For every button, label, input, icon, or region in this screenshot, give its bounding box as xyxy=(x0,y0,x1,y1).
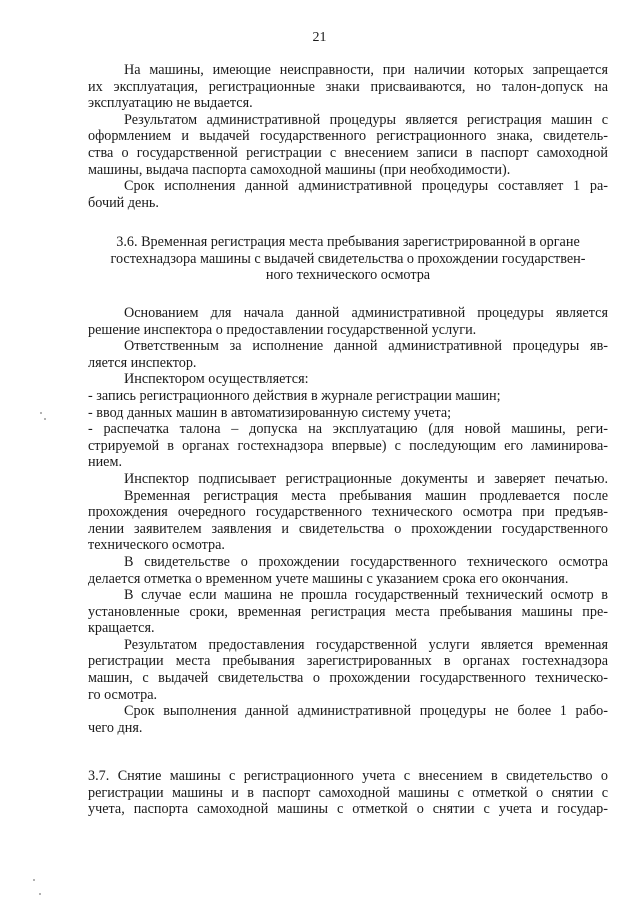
text-line: В свидетельстве о прохождении государственного технического осмотра xyxy=(124,553,608,570)
text-line: бочий день. xyxy=(88,194,159,211)
scan-speck xyxy=(44,418,46,420)
text-line: В случае если машина не прошла государственный технический осмотр в xyxy=(124,587,608,604)
section-heading-3-7 xyxy=(88,768,608,818)
text-line: решение инспектора о предоставлении государственной услуги. xyxy=(88,321,477,338)
page-number: 21 xyxy=(312,30,327,45)
heading-line: гостехнадзора машины с выдачей свидетельства о прохождении государствен- xyxy=(110,250,586,267)
text-line: кращается. xyxy=(88,620,155,637)
text-line: Временная регистрация места пребывания машин продлевается после xyxy=(124,487,608,504)
scan-speck xyxy=(40,412,42,414)
heading-line: 3.7. Снятие машины с регистрационного учета с внесением в свидетельство о xyxy=(88,768,608,784)
text-line: го осмотра. xyxy=(88,686,158,703)
list-item: - запись регистрационного действия в журнале регистрации машин; xyxy=(88,387,501,404)
text-line: прохождения очередного государственного технического осмотра при предъяв- xyxy=(88,504,608,521)
heading-line: ного технического осмотра xyxy=(265,267,431,284)
text-line: Инспектором осуществляется: xyxy=(124,371,309,388)
section-heading-3-6 xyxy=(88,234,608,284)
text-line: лении заявителем заявления и свидетельства о прохождении государственного xyxy=(88,520,608,537)
text-line: ства о государственной регистрации с внесением записи в паспорт самоходной xyxy=(88,144,608,161)
text-line: Основанием для начала данной административной процедуры является xyxy=(124,305,608,321)
heading-line: учета, паспорта самоходной машины с отметкой о снятии с учета и государ- xyxy=(88,801,608,818)
text-line: делается отметка о временном учете машины с указанием срока его окончания. xyxy=(88,570,569,587)
list-item: - ввод данных машин в автоматизированную систему учета; xyxy=(88,404,452,421)
text-line: оформлением и выдачей государственного регистрационного знака, свидетель- xyxy=(88,128,608,145)
text-line: установленные сроки, временная регистрация места пребывания машины пре- xyxy=(88,603,608,620)
text-line: регистрации места пребывания зарегистрированных в органах гостехнадзора xyxy=(88,653,608,670)
scan-speck xyxy=(39,893,41,895)
text-line: ляется инспектор. xyxy=(88,354,197,371)
list-item: стрируемой в органах гостехнадзора впервые) с последующим его ламинирова- xyxy=(88,437,608,454)
heading-line: регистрации машины и в паспорт самоходной машины с отметкой о снятии с xyxy=(88,784,608,801)
text-line: Инспектор подписывает регистрационные документы и заверяет печатью. xyxy=(124,470,608,487)
list-item: - распечатка талона – допуска на эксплуатацию (для новой машины, реги- xyxy=(88,421,608,438)
text-line: технического осмотра. xyxy=(88,537,225,554)
text-line: Результатом предоставления государственной услуги является временная xyxy=(124,636,608,653)
text-line: Ответственным за исполнение данной административной процедуры яв- xyxy=(124,338,608,355)
text-line: машин, с выдачей свидетельства о прохождении государственного техническо- xyxy=(88,670,608,687)
heading-line: 3.6. Временная регистрация места пребывания зарегистрированной в органе xyxy=(116,234,580,250)
text-line: Срок выполнения данной административной процедуры не более 1 рабо- xyxy=(124,703,608,720)
text-line: Результатом административной процедуры является регистрация машин с xyxy=(124,111,608,128)
text-line: их эксплуатация, регистрационные знаки присваиваются, но талон-допуск на xyxy=(88,78,608,95)
text-line: эксплуатацию не выдается. xyxy=(88,95,253,112)
text-line: Срок исполнения данной административной процедуры составляет 1 ра- xyxy=(124,178,608,195)
text-line: На машины, имеющие неисправности, при наличии которых запрещается xyxy=(124,62,608,78)
list-item: нием. xyxy=(88,454,123,471)
scan-speck xyxy=(33,879,35,881)
paragraph-block-1 xyxy=(88,62,608,211)
text-line: машины, выдача паспорта самоходной машины (при необходимости). xyxy=(88,161,511,178)
paragraph-block-2 xyxy=(88,305,608,736)
text-line: чего дня. xyxy=(88,719,143,736)
